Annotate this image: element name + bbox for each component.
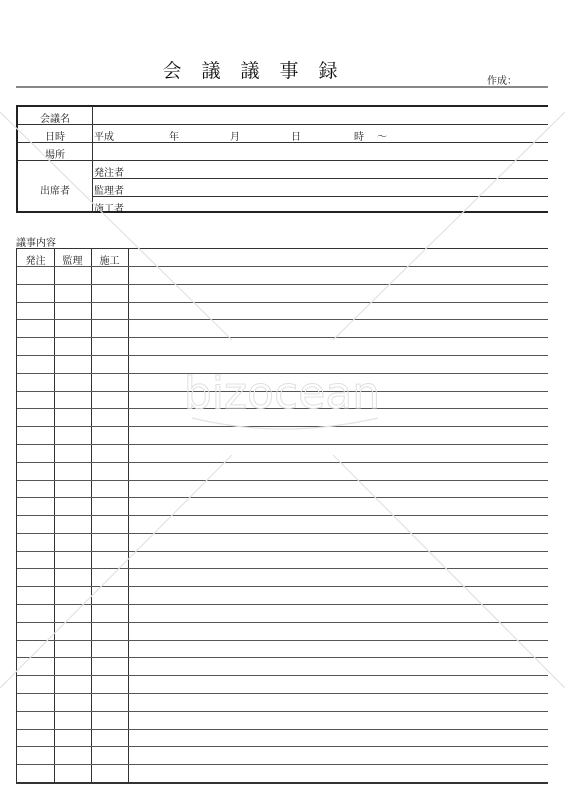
table-row	[17, 533, 548, 534]
column-header-supervisor: 監理	[62, 256, 83, 267]
table-row	[17, 622, 548, 623]
table-row	[17, 497, 548, 498]
document-title: 会議議事録	[162, 60, 358, 82]
day-label: 日	[291, 132, 301, 143]
attendees-label: 出席者	[40, 186, 70, 197]
column-header-contractor: 施工	[99, 256, 120, 267]
column-header-owner: 発注	[25, 256, 46, 267]
table-row	[17, 515, 548, 516]
attendee-row-owner: 発注者	[94, 168, 124, 179]
table-row	[17, 284, 548, 285]
minutes-table	[16, 248, 548, 784]
table-row	[17, 480, 548, 481]
table-row	[17, 640, 548, 641]
table-row	[17, 568, 548, 569]
era-text: 平成	[94, 132, 114, 143]
table-row	[17, 302, 548, 303]
table-row	[17, 337, 548, 338]
meeting-info-table	[16, 105, 548, 213]
range-mark: ～	[377, 132, 387, 143]
place-field[interactable]	[98, 146, 538, 158]
year-label: 年	[169, 132, 179, 143]
table-row	[17, 426, 548, 427]
table-row	[17, 711, 548, 712]
row-divider	[18, 124, 548, 125]
row-divider	[92, 178, 548, 179]
table-row	[17, 319, 548, 320]
table-row	[17, 693, 548, 694]
table-row	[17, 373, 548, 374]
table-row	[17, 586, 548, 587]
hour-label: 時	[354, 132, 364, 143]
table-row	[17, 657, 548, 658]
table-row	[17, 444, 548, 445]
table-row	[17, 266, 548, 267]
table-row	[17, 408, 548, 409]
table-row	[17, 764, 548, 765]
table-row	[17, 355, 548, 356]
table-row	[17, 746, 548, 747]
table-row	[17, 729, 548, 730]
title-rule	[16, 86, 548, 88]
table-row	[17, 604, 548, 605]
datetime-label: 日時	[45, 132, 65, 143]
table-row	[17, 391, 548, 392]
place-label: 場所	[45, 150, 65, 161]
author-label: 作成：	[487, 76, 517, 87]
meeting-name-label: 会議名	[40, 114, 70, 125]
minutes-section-label: 議事内容	[16, 238, 56, 249]
watermark-logo-text: bizocean	[183, 368, 381, 419]
table-row	[17, 675, 548, 676]
attendee-row-supervisor: 監理者	[94, 186, 124, 197]
table-row	[17, 462, 548, 463]
row-divider	[18, 160, 548, 161]
row-divider	[92, 196, 548, 197]
meeting-name-field[interactable]	[168, 110, 538, 122]
attendee-row-contractor: 施工者	[94, 204, 124, 215]
table-row	[17, 551, 548, 552]
month-label: 月	[230, 132, 240, 143]
